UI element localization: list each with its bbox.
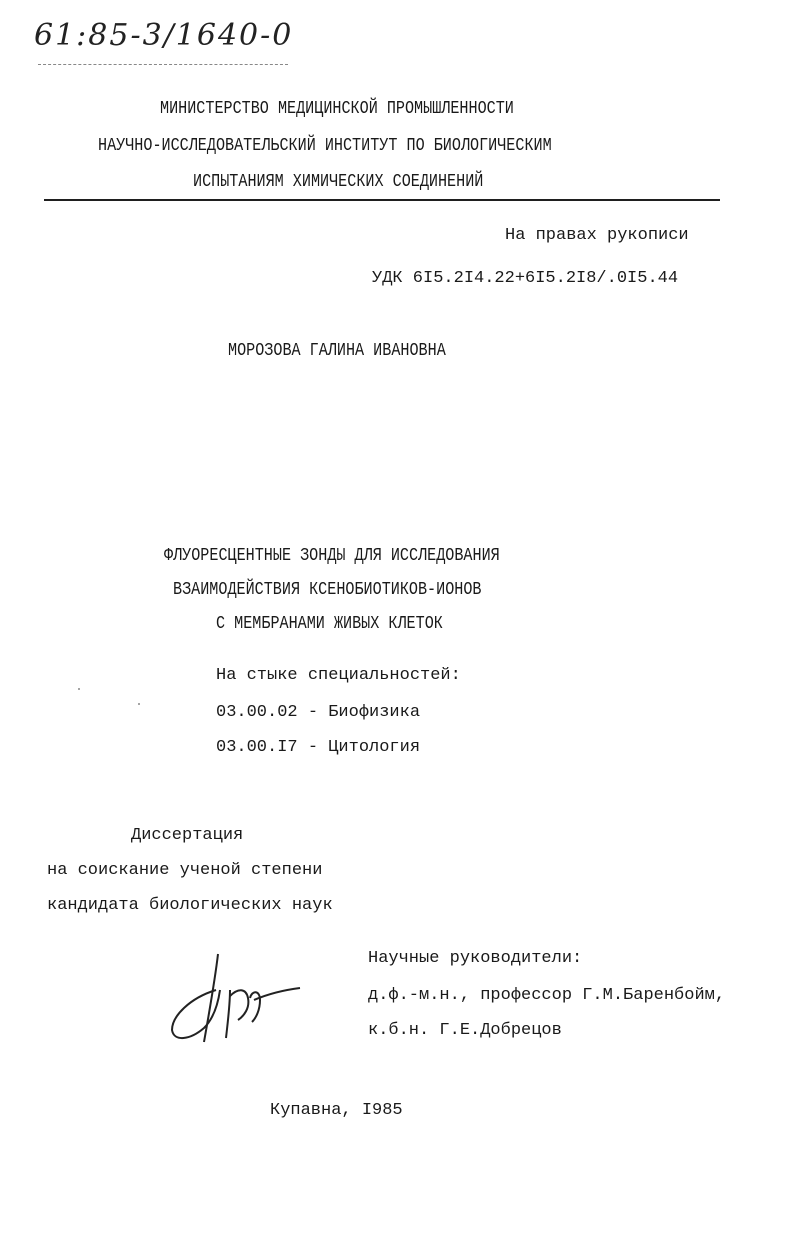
thesis-title-line2: ВЗАИМОДЕЙСТВИЯ КСЕНОБИОТИКОВ-ИОНОВ bbox=[173, 580, 482, 600]
degree-line1: на соискание ученой степени bbox=[47, 861, 323, 880]
signature-mark bbox=[160, 950, 310, 1050]
supervisors-heading: Научные руководители: bbox=[368, 949, 583, 968]
ministry-name: МИНИСТЕРСТВО МЕДИЦИНСКОЙ ПРОМЫШЛЕННОСТИ bbox=[160, 99, 514, 119]
archive-code-underline bbox=[38, 64, 288, 65]
header-divider bbox=[44, 199, 720, 201]
author-name: МОРОЗОВА ГАЛИНА ИВАНОВНА bbox=[228, 341, 446, 361]
rights-note: На правах рукописи bbox=[505, 226, 689, 245]
paper-speck bbox=[138, 703, 140, 705]
specialties-heading: На стыке специальностей: bbox=[216, 666, 461, 685]
specialty-item-cytology: 03.00.I7 - Цитология bbox=[216, 738, 421, 757]
institute-name-line1: НАУЧНО-ИССЛЕДОВАТЕЛЬСКИЙ ИНСТИТУТ ПО БИОЛОГИЧЕСКИМ bbox=[98, 136, 552, 156]
supervisor-item-2: к.б.н. Г.Е.Добрецов bbox=[368, 1021, 562, 1040]
udk-code: УДК 6I5.2I4.22+6I5.2I8/.0I5.44 bbox=[372, 269, 679, 288]
place-year: Купавна, I985 bbox=[270, 1101, 403, 1120]
dissertation-label: Диссертация bbox=[131, 826, 244, 845]
thesis-title-line3: С МЕМБРАНАМИ ЖИВЫХ КЛЕТОК bbox=[216, 614, 443, 634]
specialty-item-biophysics: 03.00.02 - Биофизика bbox=[216, 703, 421, 722]
paper-speck bbox=[78, 688, 80, 690]
supervisor-item-1: д.ф.-м.н., профессор Г.М.Баренбойм, bbox=[368, 986, 726, 1005]
thesis-title-line1: ФЛУОРЕСЦЕНТНЫЕ ЗОНДЫ ДЛЯ ИССЛЕДОВАНИЯ bbox=[164, 546, 500, 566]
archive-code-handwritten: 61:85-3/1640-0 bbox=[34, 18, 294, 53]
institute-name-line2: ИСПЫТАНИЯМ ХИМИЧЕСКИХ СОЕДИНЕНИЙ bbox=[193, 172, 484, 192]
degree-line2: кандидата биологических наук bbox=[47, 896, 333, 915]
